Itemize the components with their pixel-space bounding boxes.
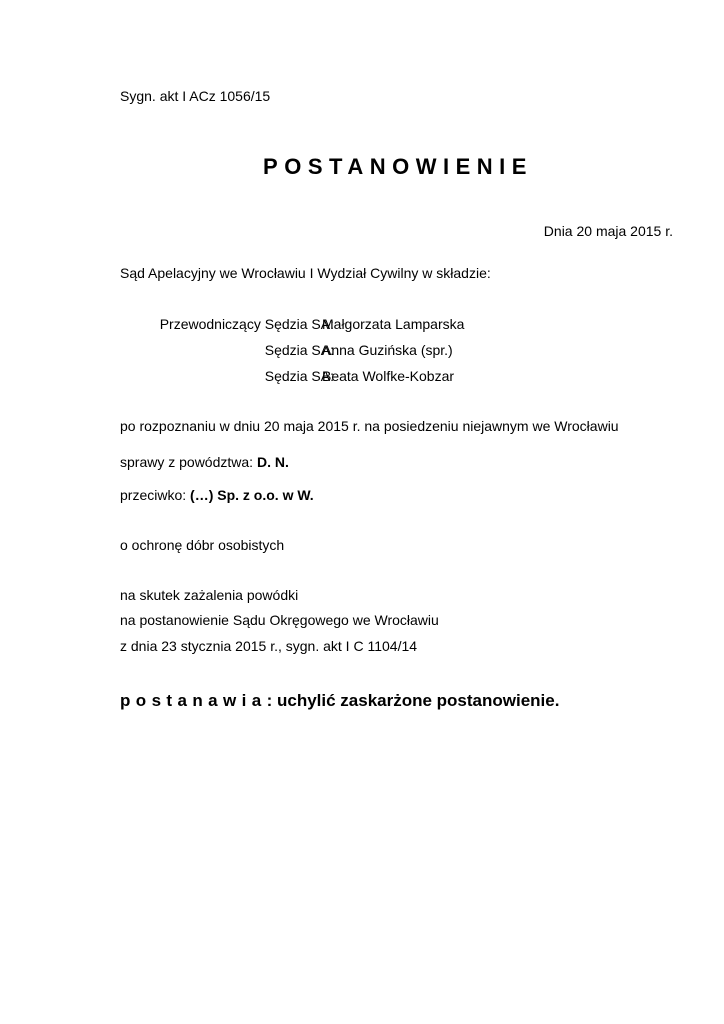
appeal-line: na postanowienie Sądu Okręgowego we Wrocławiu [120,612,439,628]
judge-role: Przewodniczący Sędzia SA: [159,316,334,332]
decision-line [120,690,559,712]
court-composition-heading: Sąd Apelacyjny we Wrocławiu I Wydział Cywilny w składzie: [120,265,491,281]
judge-role: Sędzia SA: [264,368,334,384]
document-title: POSTANOWIENIE [263,154,533,179]
plaintiff-label: sprawy z powództwa: [120,454,257,470]
case-signature: Sygn. akt I ACz 1056/15 [120,88,271,104]
defendant-label: przeciwko: [120,487,191,503]
document-date: Dnia 20 maja 2015 r. [543,223,673,239]
plaintiff-line [120,453,289,471]
judge-name: Małgorzata Lamparska [322,316,465,332]
decision-word: postanawia [120,691,267,710]
plaintiff-name: D. N. [256,454,289,470]
judge-name: Anna Guzińska (spr.) [322,342,453,358]
judge-name: Beata Wolfke-Kobzar [322,368,455,384]
judge-row-presiding [120,315,620,341]
judge-role: Sędzia SA: [264,342,334,358]
case-subject: o ochronę dóbr osobistych [120,537,285,553]
defendant-line [120,486,314,504]
judge-row-member [120,367,620,393]
judges-panel [120,315,620,393]
consideration-line: po rozpoznaniu w dniu 20 maja 2015 r. na posiedzeniu niejawnym we Wrocławiu [120,418,619,434]
appeal-line: na skutek zażalenia powódki [120,587,299,603]
defendant-name: (…) Sp. z o.o. w W. [190,487,314,503]
appeal-line: z dnia 23 stycznia 2015 r., sygn. akt I C 1104/14 [120,638,418,654]
decision-text: : uchylić zaskarżone postanowienie. [266,691,560,710]
judge-row-reporting [120,341,620,367]
